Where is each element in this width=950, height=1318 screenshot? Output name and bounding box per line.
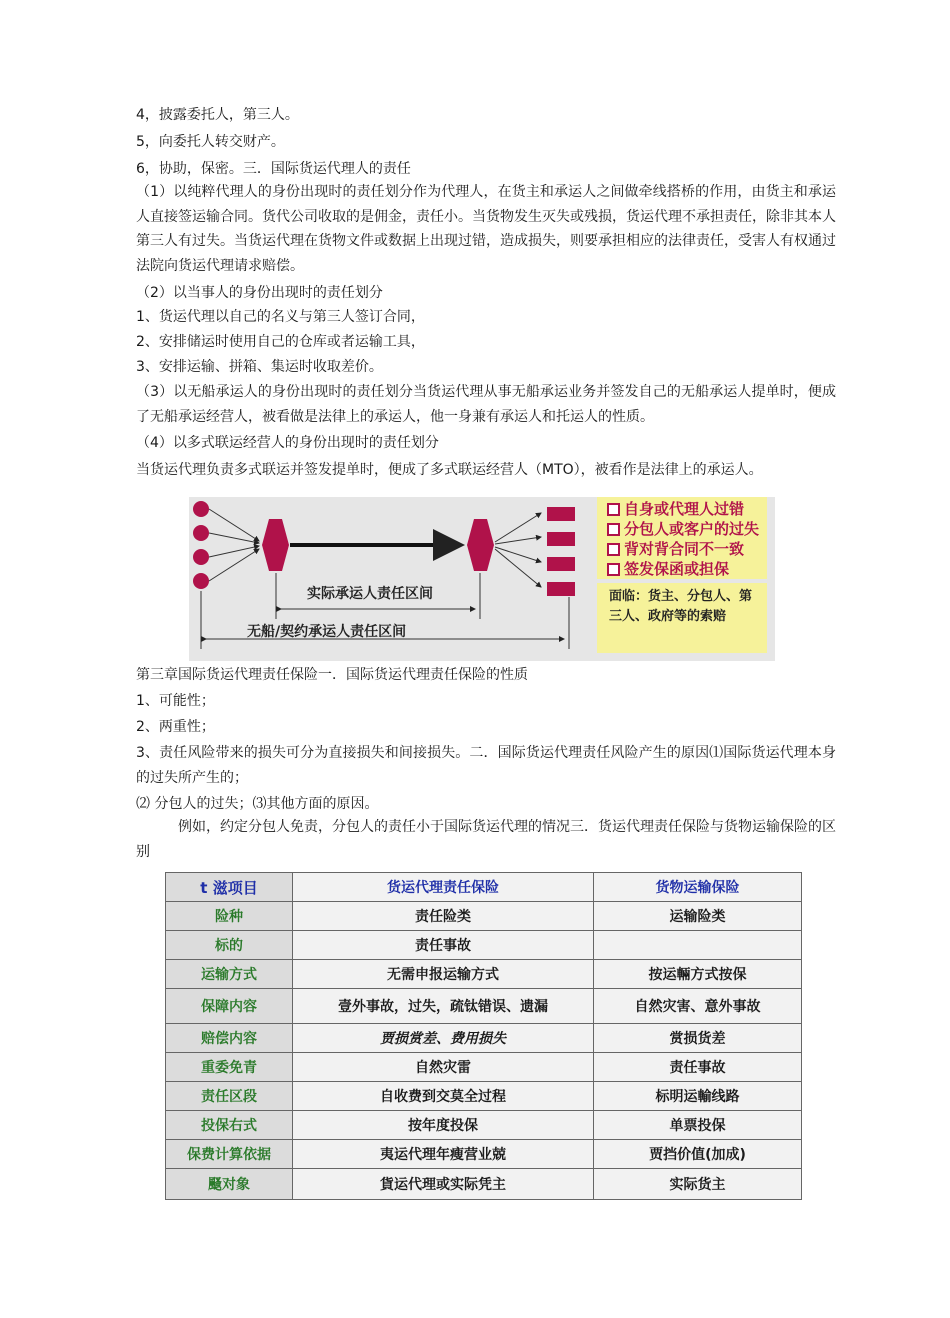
header-cell: 货物运输保险 — [594, 873, 802, 902]
table-cell — [594, 931, 802, 960]
text-line: 2、安排储运时使用自己的仓库或者运输工具， — [136, 334, 425, 350]
table-cell: 按年度投保 — [293, 1111, 594, 1140]
comparison-table — [165, 872, 802, 1200]
table-cell: 按运輛方式按保 — [594, 960, 802, 989]
paragraph: （3）以无船承运人的身份出现时的责任划分当货运代理从事无船承运业务并签发自己的无船承运人提单时，便成了无船承运经营人，被看做是法律上的承运人，他一身兼有承运人和托运人的性质。 — [136, 384, 836, 425]
text-line: ⑵ 分包人的过失；⑶其他方面的原因。 — [136, 796, 379, 812]
legend-item: 背对背合同不一致 — [607, 538, 744, 559]
text-line: 当货运代理负责多式联运并签发提单时，便成了多式联运经营人（MTO），被看作是法律上的承运人。 — [136, 462, 763, 478]
row-label: 保费计算依据 — [166, 1140, 293, 1169]
row-label: 运输方式 — [166, 960, 293, 989]
table-row — [166, 1024, 802, 1053]
table-cell: 贾损赏差、费用损失 — [293, 1024, 594, 1053]
row-label: 重委免青 — [166, 1053, 293, 1082]
row-label: 赔偿内容 — [166, 1024, 293, 1053]
cause-legend — [597, 497, 767, 579]
row-label: 投保右式 — [166, 1111, 293, 1140]
row-label: 保障内容 — [166, 989, 293, 1024]
table-cell: 责任事故 — [293, 931, 594, 960]
table-row — [166, 960, 802, 989]
text-line: （2）以当事人的身份出现时的责任划分 — [136, 285, 383, 301]
table-row — [166, 1082, 802, 1111]
table-cell: 贾挡价值(加成) — [594, 1140, 802, 1169]
text-line: 1、可能性； — [136, 693, 215, 709]
table-cell: 实际货主 — [594, 1169, 802, 1200]
text-line: 1、货运代理以自己的名义与第三人签订合同， — [136, 309, 425, 325]
table-cell: 夷运代理年瘦营业兢 — [293, 1140, 594, 1169]
table-cell: 标明运輸线路 — [594, 1082, 802, 1111]
table-cell: 运输险类 — [594, 902, 802, 931]
header-cell: 货运代理责任保险 — [293, 873, 594, 902]
table-cell: 自然灾雷 — [293, 1053, 594, 1082]
table-header-row — [166, 873, 802, 902]
text-line: 第三章国际货运代理责任保险一．国际货运代理责任保险的性质 — [136, 667, 528, 683]
inner-interval-label: 实际承运人责任区间 — [307, 586, 433, 602]
legend-item: 分包人或客户的过失 — [607, 518, 759, 539]
header-cell: t 滋项目 — [166, 873, 293, 902]
text-line: 3、安排运输、拼箱、集运时收取差价。 — [136, 359, 383, 375]
table-row — [166, 1140, 802, 1169]
table-row — [166, 1111, 802, 1140]
table-cell: 貨运代理或实际凭主 — [293, 1169, 594, 1200]
table-cell: 无需申报运输方式 — [293, 960, 594, 989]
consignee-boxes — [547, 507, 575, 596]
row-label: 标的 — [166, 931, 293, 960]
table-cell: 自然灾害、意外事故 — [594, 989, 802, 1024]
text-line: （4）以多式联运经营人的身份出现时的责任划分 — [136, 435, 439, 451]
text-line: 2、两重性； — [136, 719, 215, 735]
row-label: 责任区段 — [166, 1082, 293, 1111]
paragraph: 3、责任风险带来的损失可分为直接损失和间接损失。二．国际货运代理责任风险产生的原因⑴国际货运代理本身的过失所产生的； — [136, 745, 836, 786]
table-row — [166, 902, 802, 931]
paragraph: 例如，约定分包人免责，分包人的责任小于国际货运代理的情况三．货运代理责任保险与货物运输保险的区别 — [136, 819, 836, 860]
liability-diagram — [189, 497, 775, 661]
table-row — [166, 989, 802, 1024]
table-row — [166, 1169, 802, 1200]
text-line: 4，披露委托人，第三人。 — [136, 107, 299, 123]
row-label: 险种 — [166, 902, 293, 931]
row-label: 颾对象 — [166, 1169, 293, 1200]
table-row — [166, 931, 802, 960]
paragraph: （1）以纯粹代理人的身份出现时的责任划分作为代理人，在货主和承运人之间做牵线搭桥的作用，由货主和承运人直接签运输合同。货代公司收取的是佣金，责任小。当货物发生灭失或残损，货运代理不承担责任，除非其本人第三人有过失。当货运代理在货物文件或数据上出现过错，造成损失，则要承担相应的法律责任，受害人有权通过法院向货运代理请求赔偿。 — [136, 184, 836, 274]
shipper-circles — [193, 501, 209, 589]
table-cell: 责任事故 — [594, 1053, 802, 1082]
outer-interval-label: 无船/契约承运人责任区间 — [247, 624, 407, 640]
text-line: 5，向委托人转交财产。 — [136, 134, 285, 150]
table-cell: 责任险类 — [293, 902, 594, 931]
legend-item: 签发保函或担保 — [607, 558, 729, 579]
table-cell: 壹外事故，过失，疏钛错误、遗漏 — [293, 989, 594, 1024]
text-line: 6，协助，保密。三．国际货运代理人的责任 — [136, 161, 411, 177]
claims-note: 面临：货主、分包人、第三人、政府等的索赔 — [609, 589, 753, 624]
table-cell: 赏损货差 — [594, 1024, 802, 1053]
table-row — [166, 1053, 802, 1082]
table-cell: 单票投保 — [594, 1111, 802, 1140]
table-cell: 自收费到交莫全过程 — [293, 1082, 594, 1111]
legend-item: 自身或代理人过错 — [607, 498, 744, 519]
